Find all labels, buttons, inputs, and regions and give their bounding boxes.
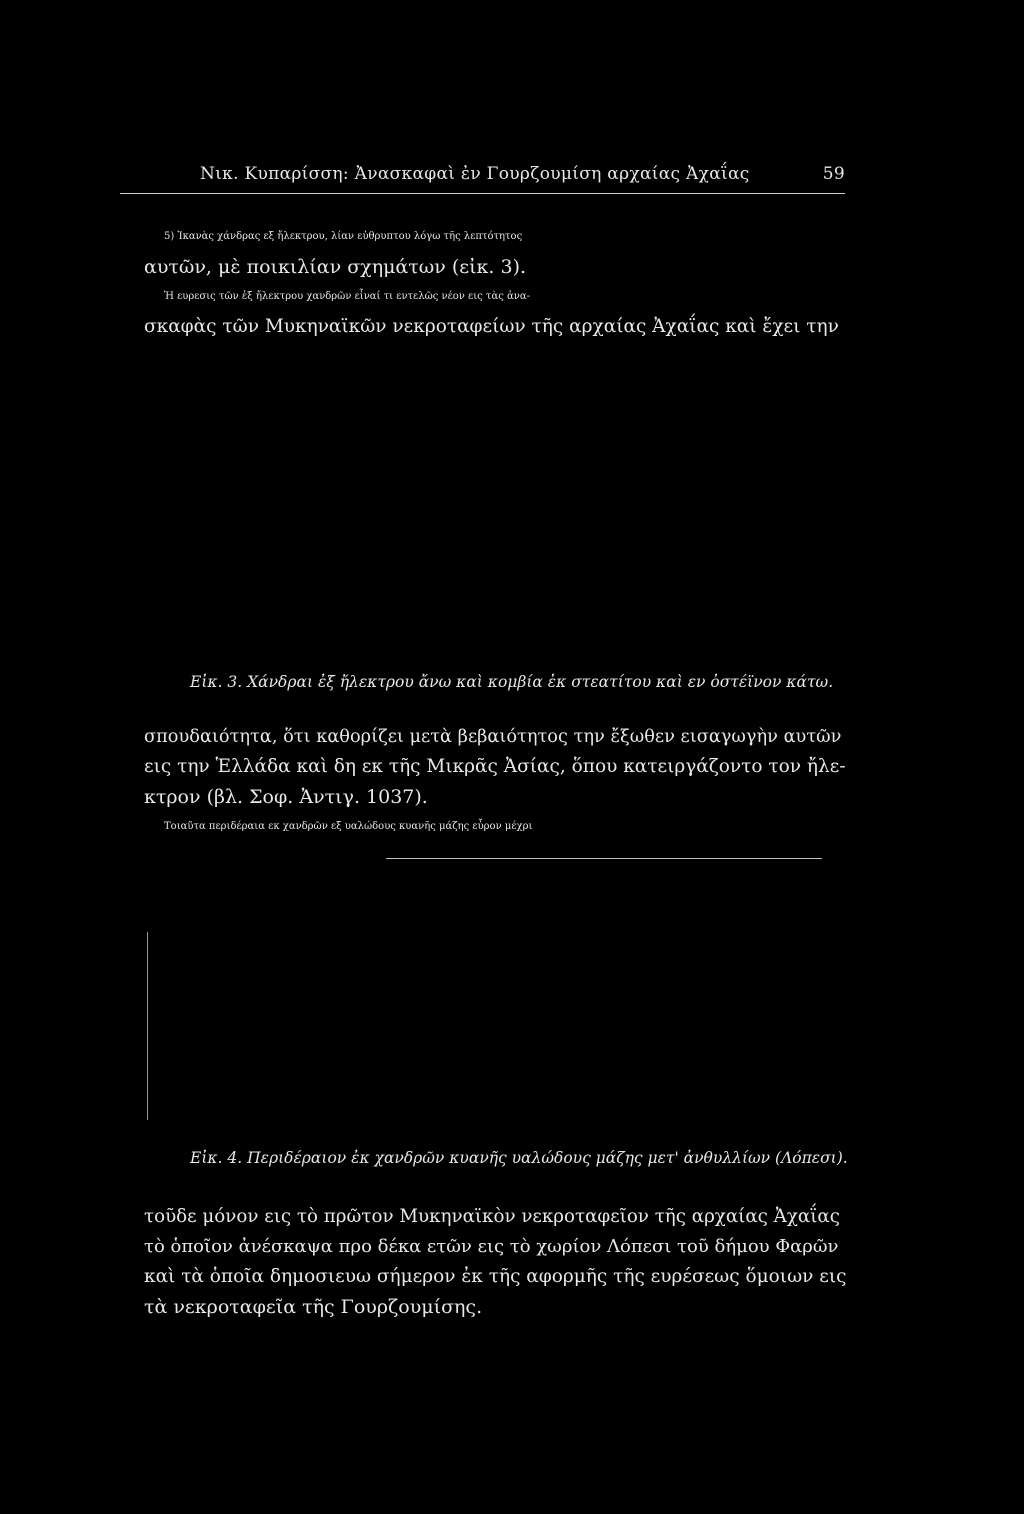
figure-4-left-edge [147,932,148,1120]
paragraph-3 [144,1202,846,1322]
paragraph-2-line: εις την Ἑλλάδα καὶ δη εκ τῆς Μικρᾶς Ἀσίας, ὅπου κατειργάζοντο τον ἤλε- [144,756,846,777]
paragraph-3-line: τοῦδε μόνον εις τὸ πρῶτον Μυκηναϊκὸν νεκροταφεῖον τῆς αρχαίας Ἀχαΐας [144,1206,840,1227]
paragraph-3-line: καὶ τὰ ὁποῖα δημοσιευω σήμερον ἐκ τῆς αφορμῆς τῆς ευρέσεως ὅμοιων εις [144,1266,847,1287]
paragraph-2-line: σπουδαιότητα, ὅτι καθορίζει μετὰ βεβαιότητος την ἔξωθεν εισαγωγὴν αυτῶν [144,727,842,747]
header-rule [120,193,845,194]
paragraph-2-line: Τοιαῦτα περιδέραια εκ χανδρῶν εξ υαλώδους κυανῆς μάζης εὗρον μέχρι [164,821,533,832]
paragraph-1-line: 5) Ἱκανὰς χάνδρας εξ ἤλεκτρου, λίαν εὐθρυπτου λόγω τῆς λεπτότητος [164,231,523,242]
figure-3-caption: Εἰκ. 3. Χάνδραι ἐξ ἤλεκτρου ἄνω καὶ κομβία ἐκ στεατίτου καὶ εν ὀστέϊνον κάτω. [190,673,834,691]
running-title: Νικ. Κυπαρίσση: Ἀνασκαφαὶ ἐν Γουρζουμίση αρχαίας Ἀχαΐας [200,164,750,184]
paragraph-3-line: τὰ νεκροταφεῖα τῆς Γουρζουμίσης. [144,1296,483,1318]
paragraph-3-line: τὸ ὁποῖον ἀνέσκαψα προ δέκα ετῶν εις τὸ χωρίον Λόπεσι τοῦ δήμου Φαρῶν [144,1236,839,1257]
figure-4-top-edge [386,858,822,859]
paragraph-2-line: κτρον (βλ. Σοφ. Ἀντιγ. 1037). [144,786,428,808]
running-header [200,164,845,184]
paragraph-1-line: αυτῶν, μὲ ποικιλίαν σχημάτων (εἰκ. 3). [144,256,527,278]
paragraph-1 [144,222,846,342]
paragraph-1-line: Ἡ ευρεσις τῶν ἐξ ἤλεκτρου χανδρῶν εἶναί τι εντελῶς νέον εις τὰς ἀνα- [164,291,530,302]
figure-4-image [150,870,850,1140]
figure-4-caption: Εἰκ. 4. Περιδέραιον ἐκ χανδρῶν κυανῆς υαλώδους μάζης μετ' ἀνθυλλίων (Λόπεσι). [190,1149,848,1167]
page-number: 59 [822,164,845,184]
paragraph-2 [144,722,846,842]
paragraph-1-line: σκαφὰς τῶν Μυκηναϊκῶν νεκροταφείων τῆς αρχαίας Ἀχαΐας καὶ ἔχει την [144,316,839,337]
figure-3-image [150,360,850,660]
